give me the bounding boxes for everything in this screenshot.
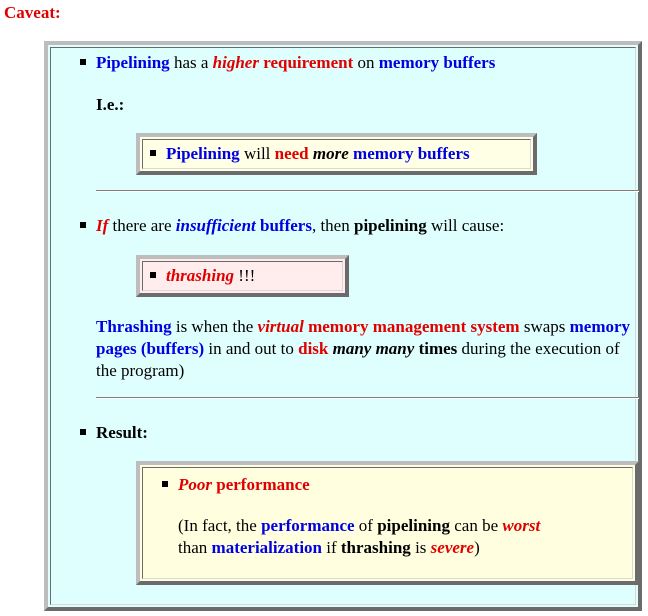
caveat-panel	[44, 41, 642, 611]
performance-note: (In fact, the performance of pipelining can be worst than materialization if thrashing is severe)	[178, 516, 541, 557]
bullet-icon	[162, 481, 168, 487]
list-item-thrashing: thrashing !!!	[150, 266, 255, 286]
bullet-icon	[80, 59, 86, 65]
box-poor-performance	[136, 461, 639, 585]
list-item-poor-performance: Poor performance	[162, 475, 310, 495]
caveat-heading: Caveat:	[4, 3, 61, 22]
divider	[96, 190, 639, 192]
list-item-need-more-buffers: Pipelining will need more memory buffers	[150, 144, 470, 164]
list-item-pipelining-requirement: Pipelining has a higher requirement on memory buffers	[80, 53, 495, 73]
list-item-insufficient-buffers: If there are insufficient buffers, then pipelining will cause:	[80, 216, 504, 236]
bullet-icon	[150, 272, 156, 278]
bullet-icon	[80, 429, 86, 435]
box-thrashing	[136, 255, 349, 297]
bullet-icon	[80, 222, 86, 228]
box-pipelining-needs-buffers	[136, 133, 537, 175]
list-item-result: Result:	[80, 423, 148, 443]
bullet-icon	[150, 150, 156, 156]
ie-label: I.e.:	[96, 95, 125, 114]
thrashing-definition: Thrashing is when the virtual memory management system swaps memory pages (buffers) in and out to disk many many times during the execution of the program)	[96, 317, 631, 380]
divider	[96, 397, 639, 399]
